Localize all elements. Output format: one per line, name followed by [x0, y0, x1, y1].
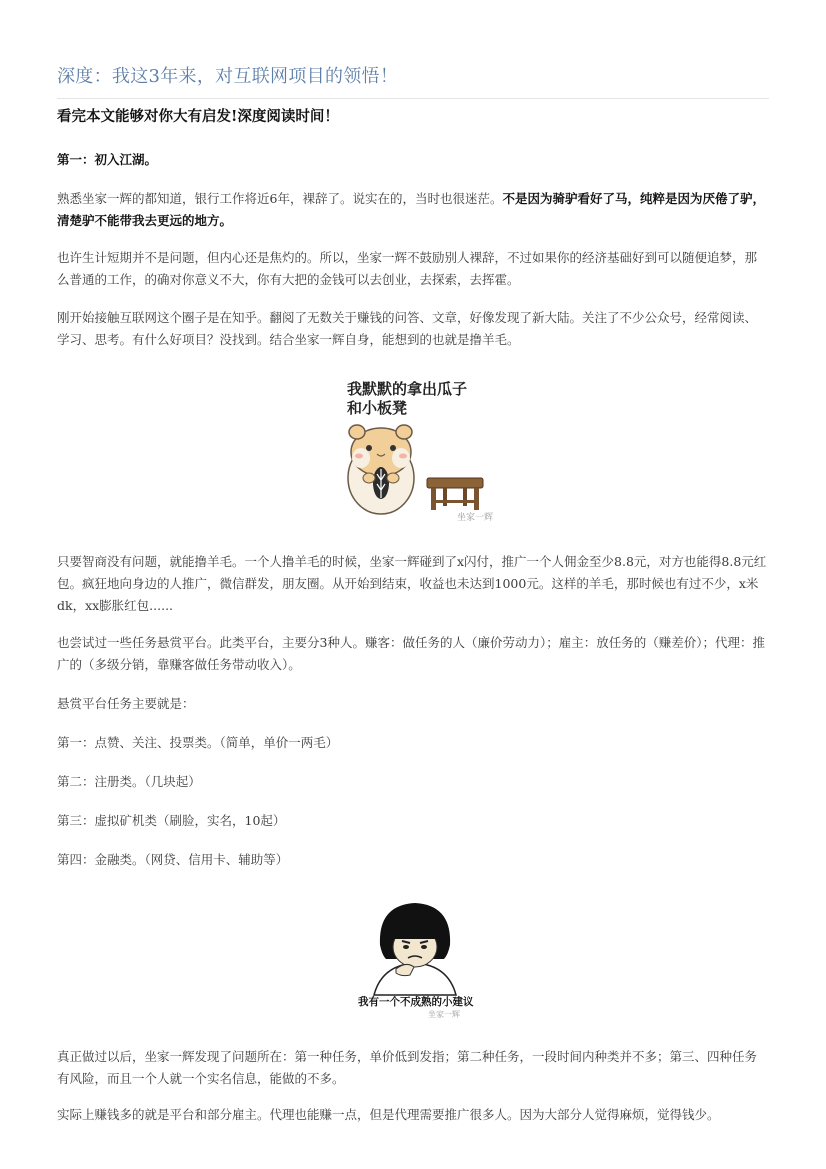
article-title: 深度：我这3年来，对互联网项目的领悟！: [57, 66, 399, 87]
paragraph-6: 悬赏平台任务主要就是：: [57, 696, 195, 711]
paragraph-1-text: 熟悉坐家一辉的都知道，银行工作将近6年，裸辞了。说实在的，当时也很迷茫。: [57, 191, 503, 206]
image-watermark: 坐家一辉: [457, 513, 494, 523]
list-item-3: 第三：虚拟矿机类（刷脸，实名，10起）: [57, 813, 286, 828]
paragraph-2: 也许生计短期并不是问题，但内心还是焦灼的。所以，坐家一辉不鼓励别人裸辞，不过如果你的经济基础好到可以随便追梦，那么普通的工作，的确对你意义不大，你有大把的金钱可以去创业，去探索，去挥霍。: [57, 250, 758, 287]
suggestion-meme-image: [352, 895, 478, 1021]
title-divider: [57, 98, 769, 99]
meme-face-illustration: [352, 895, 478, 1021]
image-caption-line1: 我默默的拿出瓜子: [347, 380, 468, 398]
meme-caption: 我有一个不成熟的小建议: [358, 996, 474, 1008]
list-item-4: 第四：金融类。（网贷、信用卡、辅助等）: [57, 852, 289, 867]
image-caption-line2: 和小板凳: [347, 399, 408, 417]
list-item-2: 第二：注册类。（几块起）: [57, 774, 201, 789]
paragraph-1: [57, 188, 769, 232]
section-heading: 第一：初入江湖。: [57, 152, 158, 167]
list-item-1: 第一：点赞、关注、投票类。（简单，单价一两毛）: [57, 735, 339, 750]
paragraph-1-emphasis: 不是因为骑驴看好了马，纯粹是因为厌倦了驴，清楚驴不能带我去更远的地方。: [57, 191, 765, 228]
hamster-illustration: [331, 370, 495, 524]
paragraph-3: 刚开始接触互联网这个圈子是在知乎。翻阅了无数关于赚钱的问答、文章，好像发现了新大陆。关注了不少公众号，经常阅读、学习、思考。有什么好项目？没找到。结合坐家一辉自身，能想到的也就是撸羊毛。: [57, 310, 758, 347]
hamster-meme-image: [331, 370, 495, 524]
meme-watermark: 坐家一辉: [428, 1010, 460, 1019]
paragraph-8: 实际上赚钱多的就是平台和部分雇主。代理也能赚一点，但是代理需要推广很多人。因为大部分人觉得麻烦，觉得钱少。: [57, 1107, 720, 1122]
article-lead: 看完本文能够对你大有启发!深度阅读时间！: [57, 108, 339, 125]
paragraph-5: 也尝试过一些任务悬赏平台。此类平台，主要分3种人。赚客：做任务的人（廉价劳动力）；雇主：放任务的（赚差价）；代理：推广的（多级分销，靠赚客做任务带动收入）。: [57, 635, 765, 672]
paragraph-7: 真正做过以后，坐家一辉发现了问题所在：第一种任务，单价低到发指；第二种任务，一段时间内种类并不多；第三、四种任务有风险，而且一个人就一个实名信息，能做的不多。: [57, 1049, 758, 1086]
paragraph-4: 只要智商没有问题，就能撸羊毛。一个人撸羊毛的时候，坐家一辉碰到了x闪付，推广一个人佣金至少8.8元，对方也能得8.8元红包。疯狂地向身边的人推广，微信群发，朋友圈。从开始到结束，收益也未达到1000元。这样的羊毛，那时候也有过不少，x米dk，xx膨胀红包......: [57, 554, 767, 613]
